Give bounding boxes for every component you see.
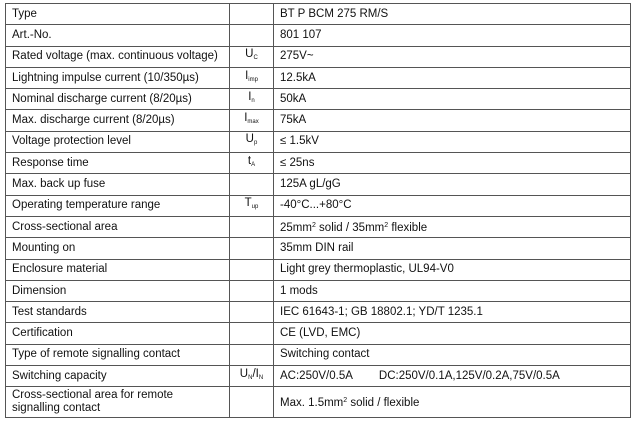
spec-value: 275V~ xyxy=(274,46,631,67)
table-row-voltage-protection-level xyxy=(6,131,631,152)
spec-label: Certification xyxy=(6,323,230,344)
spec-symbol: UN/IN xyxy=(230,366,274,387)
spec-symbol xyxy=(230,387,274,418)
spec-label: Nominal discharge current (8/20µs) xyxy=(6,89,230,110)
table-row-test-standards xyxy=(6,302,631,323)
spec-value: CE (LVD, EMC) xyxy=(274,323,631,344)
spec-value: 801 107 xyxy=(274,25,631,46)
spec-value: BT P BCM 275 RM/S xyxy=(274,4,631,25)
spec-label: Test standards xyxy=(6,302,230,323)
table-row-max-back-up-fuse xyxy=(6,174,631,195)
table-row-dimension xyxy=(6,280,631,301)
spec-symbol xyxy=(230,302,274,323)
table-row-mounting-on xyxy=(6,238,631,259)
table-row-remote-contact-cross-section xyxy=(6,387,631,418)
spec-label: Art.-No. xyxy=(6,25,230,46)
specifications-table xyxy=(5,3,631,418)
table-row-art-no xyxy=(6,25,631,46)
spec-label: Voltage protection level xyxy=(6,131,230,152)
spec-label: Cross-sectional area xyxy=(6,216,230,237)
table-row-rated-voltage xyxy=(6,46,631,67)
spec-label: Mounting on xyxy=(6,238,230,259)
spec-symbol xyxy=(230,280,274,301)
spec-value: ≤ 1.5kV xyxy=(274,131,631,152)
spec-symbol: UC xyxy=(230,46,274,67)
spec-symbol xyxy=(230,238,274,259)
table-row-max-discharge-current xyxy=(6,110,631,131)
spec-label: Enclosure material xyxy=(6,259,230,280)
spec-value: Light grey thermoplastic, UL94-V0 xyxy=(274,259,631,280)
table-row-lightning-impulse-current xyxy=(6,67,631,88)
spec-value: 75kA xyxy=(274,110,631,131)
spec-value: 1 mods xyxy=(274,280,631,301)
spec-label: Dimension xyxy=(6,280,230,301)
spec-symbol: Up xyxy=(230,131,274,152)
spec-value: 125A gL/gG xyxy=(274,174,631,195)
spec-value: -40°C...+80°C xyxy=(274,195,631,216)
table-row-switching-capacity xyxy=(6,366,631,387)
table-row-operating-temperature xyxy=(6,195,631,216)
table-row-certification xyxy=(6,323,631,344)
spec-symbol xyxy=(230,174,274,195)
spec-label: Max. discharge current (8/20µs) xyxy=(6,110,230,131)
spec-symbol xyxy=(230,344,274,365)
spec-value: $25mm^2$ solid / $35mm^2$ flexible xyxy=(274,216,631,237)
spec-symbol xyxy=(230,4,274,25)
spec-value: IEC 61643-1; GB 18802.1; YD/T 1235.1 xyxy=(274,302,631,323)
spec-value: AC:250V/0.5A DC:250V/0.1A,125V/0.2A,75V/0.5A xyxy=(274,366,631,387)
table-row-remote-signalling-contact-type xyxy=(6,344,631,365)
spec-symbol: Imax xyxy=(230,110,274,131)
spec-symbol xyxy=(230,216,274,237)
spec-label: Max. back up fuse xyxy=(6,174,230,195)
spec-label: Type of remote signalling contact xyxy=(6,344,230,365)
spec-label: Response time xyxy=(6,153,230,174)
spec-label: Switching capacity xyxy=(6,366,230,387)
table-row-type xyxy=(6,4,631,25)
spec-symbol: tA xyxy=(230,153,274,174)
spec-value: Max. $1.5mm^2$ solid / flexible xyxy=(274,387,631,418)
spec-label: Rated voltage (max. continuous voltage) xyxy=(6,46,230,67)
spec-symbol: Tup xyxy=(230,195,274,216)
specifications-table-body xyxy=(6,4,631,418)
spec-label: Operating temperature range xyxy=(6,195,230,216)
spec-value: 50kA xyxy=(274,89,631,110)
spec-label: Cross-sectional area for remote signalling contact xyxy=(6,387,230,418)
spec-symbol: In xyxy=(230,89,274,110)
table-row-nominal-discharge-current xyxy=(6,89,631,110)
table-row-enclosure-material xyxy=(6,259,631,280)
table-row-response-time xyxy=(6,153,631,174)
spec-label: Lightning impulse current (10/350µs) xyxy=(6,67,230,88)
spec-value: 35mm DIN rail xyxy=(274,238,631,259)
spec-symbol: Iimp xyxy=(230,67,274,88)
table-row-cross-sectional-area xyxy=(6,216,631,237)
spec-value: ≤ 25ns xyxy=(274,153,631,174)
spec-label: Type xyxy=(6,4,230,25)
spec-value: 12.5kA xyxy=(274,67,631,88)
spec-symbol xyxy=(230,323,274,344)
spec-value: Switching contact xyxy=(274,344,631,365)
spec-symbol xyxy=(230,25,274,46)
spec-symbol xyxy=(230,259,274,280)
